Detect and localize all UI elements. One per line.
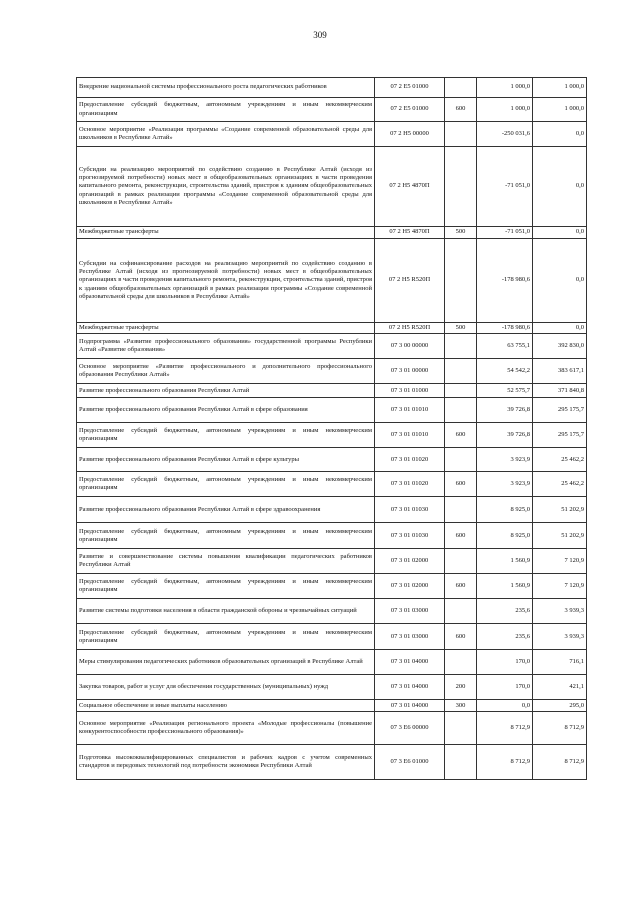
row-amount-1: 52 575,7: [477, 384, 533, 398]
row-expense-type: 600: [445, 98, 477, 122]
row-name: Подготовка высококвалифицированных специалистов и рабочих кадров с учетом современных стандартов и передовых технологий под потребности экономики Республики Алтай: [77, 745, 375, 780]
row-amount-2: 51 202,9: [533, 523, 587, 549]
row-amount-1: 39 726,8: [477, 423, 533, 448]
row-amount-2: 3 939,3: [533, 599, 587, 624]
row-name: Подпрограмма «Развитие профессионального образования» государственной программы Республики Алтай «Развитие образования»: [77, 334, 375, 359]
row-amount-1: 1 560,9: [477, 549, 533, 574]
table-row: [77, 675, 587, 700]
table-row: [77, 384, 587, 398]
row-name: Развитие профессионального образования Республики Алтай в сфере образования: [77, 398, 375, 423]
row-name: Развитие и совершенствование системы повышения квалификации педагогических работников Республики Алтай: [77, 549, 375, 574]
row-expense-type: [445, 78, 477, 98]
table-row: [77, 574, 587, 599]
row-expense-type: 600: [445, 624, 477, 650]
row-name: Субсидии на реализацию мероприятий по содействию созданию в Республике Алтай (исходя из прогнозируемой потребности) новых мест в общеобразовательных организациях в части проведения капитального ремонта, реконструкции, строительства зданий, пристроя к зданиям общеобразовательных организаций в рамках реализации программы «Создание современной образовательной среды для школьников в Республике Алтай»: [77, 147, 375, 227]
row-amount-2: 51 202,9: [533, 497, 587, 523]
table-row: [77, 523, 587, 549]
row-name: Развитие профессионального образования Республики Алтай в сфере здравоохранения: [77, 497, 375, 523]
row-code: 07 3 01 03000: [375, 624, 445, 650]
row-name: Меры стимулирования педагогических работников образовательных организаций в Республике Алтай: [77, 650, 375, 675]
table-row: [77, 700, 587, 712]
row-expense-type: [445, 650, 477, 675]
table-row: [77, 745, 587, 780]
table-row: [77, 712, 587, 745]
row-name: Основное мероприятие «Реализация регионального проекта «Молодые профессионалы (повышение конкурентоспособности профессионального образования)»: [77, 712, 375, 745]
row-amount-2: 0,0: [533, 227, 587, 239]
row-name: Внедрение национальной системы профессионального роста педагогических работников: [77, 78, 375, 98]
row-expense-type: [445, 599, 477, 624]
row-code: 07 3 01 01020: [375, 448, 445, 472]
row-expense-type: [445, 334, 477, 359]
row-amount-1: 39 726,8: [477, 398, 533, 423]
row-name: Субсидии на софинансирование расходов на реализацию мероприятий по содействию созданию в Республике Алтай (исходя из прогнозируемой потребности) новых мест в общеобразовательных организациях в части проведения капитального ремонта, реконструкции, строительства зданий, пристроя к зданиям общеобразовательных организаций в рамках реализации программы «Создание современной образовательной среды для школьников в Республике Алтай»: [77, 239, 375, 323]
table-row: [77, 448, 587, 472]
row-name: Предоставление субсидий бюджетным, автономным учреждениям и иным некоммерческим организациям: [77, 423, 375, 448]
row-amount-2: 0,0: [533, 122, 587, 147]
table-row: [77, 423, 587, 448]
row-amount-1: 3 923,9: [477, 472, 533, 497]
table-row: [77, 624, 587, 650]
table-row: [77, 98, 587, 122]
row-code: 07 3 01 02000: [375, 549, 445, 574]
row-amount-1: 235,6: [477, 599, 533, 624]
row-amount-2: 0,0: [533, 239, 587, 323]
row-code: 07 3 01 01010: [375, 398, 445, 423]
row-amount-1: -71 051,0: [477, 227, 533, 239]
row-expense-type: [445, 384, 477, 398]
row-code: 07 2 Н5 R520П: [375, 323, 445, 334]
table-row: [77, 650, 587, 675]
row-amount-2: 8 712,9: [533, 712, 587, 745]
table-row: [77, 227, 587, 239]
row-expense-type: 500: [445, 323, 477, 334]
row-expense-type: [445, 359, 477, 384]
row-name: Предоставление субсидий бюджетным, автономным учреждениям и иным некоммерческим организациям: [77, 523, 375, 549]
table-row: [77, 398, 587, 423]
row-expense-type: [445, 448, 477, 472]
row-amount-1: 0,0: [477, 700, 533, 712]
row-amount-2: 392 830,0: [533, 334, 587, 359]
budget-table-body: [77, 78, 587, 780]
row-expense-type: [445, 712, 477, 745]
row-amount-2: 25 462,2: [533, 472, 587, 497]
table-row: [77, 239, 587, 323]
row-code: 07 2 E5 01000: [375, 78, 445, 98]
page-number: 309: [313, 30, 327, 40]
row-amount-2: 8 712,9: [533, 745, 587, 780]
row-name: Предоставление субсидий бюджетным, автономным учреждениям и иным некоммерческим организациям: [77, 574, 375, 599]
row-amount-2: 295 175,7: [533, 398, 587, 423]
row-code: 07 3 01 01000: [375, 384, 445, 398]
row-amount-1: -71 051,0: [477, 147, 533, 227]
row-amount-1: -178 980,6: [477, 239, 533, 323]
row-code: 07 2 Н5 R520П: [375, 239, 445, 323]
row-name: Межбюджетные трансферты: [77, 227, 375, 239]
table-row: [77, 323, 587, 334]
row-code: 07 2 Н5 4870П: [375, 147, 445, 227]
row-amount-2: 295,0: [533, 700, 587, 712]
row-code: 07 3 01 01020: [375, 472, 445, 497]
row-name: Предоставление субсидий бюджетным, автономным учреждениям и иным некоммерческим организациям: [77, 624, 375, 650]
table-row: [77, 549, 587, 574]
row-name: Основное мероприятие «Реализация программы «Создание современной образовательной среды для школьников в Республике Алтай»: [77, 122, 375, 147]
row-code: 07 3 01 04000: [375, 700, 445, 712]
row-amount-1: 54 542,2: [477, 359, 533, 384]
row-amount-2: 3 939,3: [533, 624, 587, 650]
table-row: [77, 334, 587, 359]
row-expense-type: 600: [445, 574, 477, 599]
row-expense-type: 600: [445, 523, 477, 549]
row-amount-2: 716,1: [533, 650, 587, 675]
row-amount-2: 1 000,0: [533, 98, 587, 122]
row-expense-type: 200: [445, 675, 477, 700]
row-amount-1: 8 712,9: [477, 712, 533, 745]
row-code: 07 3 01 04000: [375, 675, 445, 700]
row-expense-type: [445, 549, 477, 574]
row-name: Основное мероприятие «Развитие профессионального и дополнительного профессионального образования Республики Алтай»: [77, 359, 375, 384]
table-row: [77, 122, 587, 147]
row-name: Закупка товаров, работ и услуг для обеспечения государственных (муниципальных) нужд: [77, 675, 375, 700]
row-code: 07 3 E6 00000: [375, 712, 445, 745]
row-amount-2: 295 175,7: [533, 423, 587, 448]
row-amount-1: 170,0: [477, 675, 533, 700]
row-name: Предоставление субсидий бюджетным, автономным учреждениям и иным некоммерческим организациям: [77, 98, 375, 122]
row-expense-type: [445, 239, 477, 323]
table-row: [77, 472, 587, 497]
row-expense-type: [445, 398, 477, 423]
row-amount-1: 8 925,0: [477, 497, 533, 523]
row-expense-type: 500: [445, 227, 477, 239]
row-amount-1: 1 000,0: [477, 98, 533, 122]
row-expense-type: 600: [445, 423, 477, 448]
row-code: 07 3 01 01030: [375, 523, 445, 549]
row-code: 07 2 Н5 00000: [375, 122, 445, 147]
row-code: 07 3 01 01030: [375, 497, 445, 523]
row-amount-2: 25 462,2: [533, 448, 587, 472]
row-expense-type: 300: [445, 700, 477, 712]
row-amount-1: 8 925,0: [477, 523, 533, 549]
row-code: 07 3 E6 01000: [375, 745, 445, 780]
row-code: 07 2 E5 01000: [375, 98, 445, 122]
row-amount-2: 371 840,8: [533, 384, 587, 398]
row-expense-type: [445, 122, 477, 147]
row-name: Развитие системы подготовки населения в области гражданской обороны и чрезвычайных ситуаций: [77, 599, 375, 624]
row-code: 07 3 01 01010: [375, 423, 445, 448]
row-amount-1: 170,0: [477, 650, 533, 675]
row-amount-2: 1 000,0: [533, 78, 587, 98]
table-row: [77, 147, 587, 227]
row-amount-2: 383 617,1: [533, 359, 587, 384]
table-row: [77, 78, 587, 98]
row-amount-2: 421,1: [533, 675, 587, 700]
row-amount-2: 0,0: [533, 147, 587, 227]
row-name: Межбюджетные трансферты: [77, 323, 375, 334]
row-expense-type: [445, 497, 477, 523]
budget-table: [76, 77, 587, 780]
row-expense-type: 600: [445, 472, 477, 497]
row-amount-1: -250 031,6: [477, 122, 533, 147]
row-amount-2: 7 120,9: [533, 549, 587, 574]
row-expense-type: [445, 147, 477, 227]
row-amount-1: 3 923,9: [477, 448, 533, 472]
row-amount-1: 1 000,0: [477, 78, 533, 98]
row-amount-1: 63 755,1: [477, 334, 533, 359]
row-expense-type: [445, 745, 477, 780]
table-row: [77, 497, 587, 523]
row-name: Социальное обеспечение и иные выплаты населению: [77, 700, 375, 712]
row-amount-2: 7 120,9: [533, 574, 587, 599]
table-row: [77, 599, 587, 624]
row-amount-1: -178 980,6: [477, 323, 533, 334]
row-code: 07 3 00 00000: [375, 334, 445, 359]
row-name: Предоставление субсидий бюджетным, автономным учреждениям и иным некоммерческим организациям: [77, 472, 375, 497]
row-amount-1: 8 712,9: [477, 745, 533, 780]
table-row: [77, 359, 587, 384]
row-code: 07 3 01 04000: [375, 650, 445, 675]
row-amount-1: 1 560,9: [477, 574, 533, 599]
row-code: 07 3 01 00000: [375, 359, 445, 384]
row-code: 07 3 01 03000: [375, 599, 445, 624]
row-amount-1: 235,6: [477, 624, 533, 650]
row-amount-2: 0,0: [533, 323, 587, 334]
row-code: 07 3 01 02000: [375, 574, 445, 599]
row-name: Развитие профессионального образования Республики Алтай: [77, 384, 375, 398]
row-code: 07 2 Н5 4870П: [375, 227, 445, 239]
row-name: Развитие профессионального образования Республики Алтай в сфере культуры: [77, 448, 375, 472]
